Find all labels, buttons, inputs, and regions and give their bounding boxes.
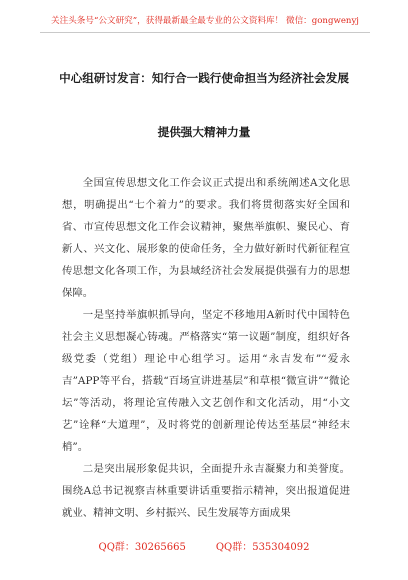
document-body bbox=[62, 172, 350, 524]
footer-contact bbox=[0, 538, 408, 553]
document-title-continuation: 提供强大精神力量 bbox=[157, 125, 251, 139]
document-title: 中心组研讨发言：知行合一践行使命担当为经济社会发展 bbox=[59, 71, 349, 85]
paragraph: 一是坚持举旗帜抓导向，坚定不移地用A新时代中国特色社会主义思想凝心铸魂。严格落实“第一议题”制度，组织好各级党委（党组）理论中心组学习。运用“永吉发布”“爱永吉”APP等平台，搭载“百场宣讲进基层”和草根“微宣讲”“微论坛”等活动，将理论宣传融入文艺创作和文化活动，用“小文艺”诠释“大道理”，及时将党的创新理论传达至基层“神经末梢”。 bbox=[62, 309, 350, 453]
qq-group-1: QQ群：30265665 bbox=[98, 542, 186, 553]
qq-group-2: QQ群：535304092 bbox=[215, 542, 310, 553]
paragraph: 全国宣传思想文化工作会议正式提出和系统阐述A文化思想，明确提出“七个着力”的要求。我们将贯彻落实好全国和省、市宣传思想文化工作会议精神，聚焦举旗帜、聚民心、育新人、兴文化、展形象的使命任务，全力做好新时代新征程宣传思想文化各项工作，为县域经济社会发展提供强有力的思想保障。 bbox=[62, 177, 350, 299]
paragraph: 二是突出展形象促共识，全面提升永吉凝聚力和美誉度。围绕A总书记视察吉林重要讲话重要指示精神，突出报道促进就业、精神文明、乡村振兴、民生发展等方面成果 bbox=[62, 463, 350, 519]
top-banner: 关注头条号“公文研究”，获得最新最全最专业的公文资料库！ 微信：gongwenyj bbox=[40, 14, 370, 33]
